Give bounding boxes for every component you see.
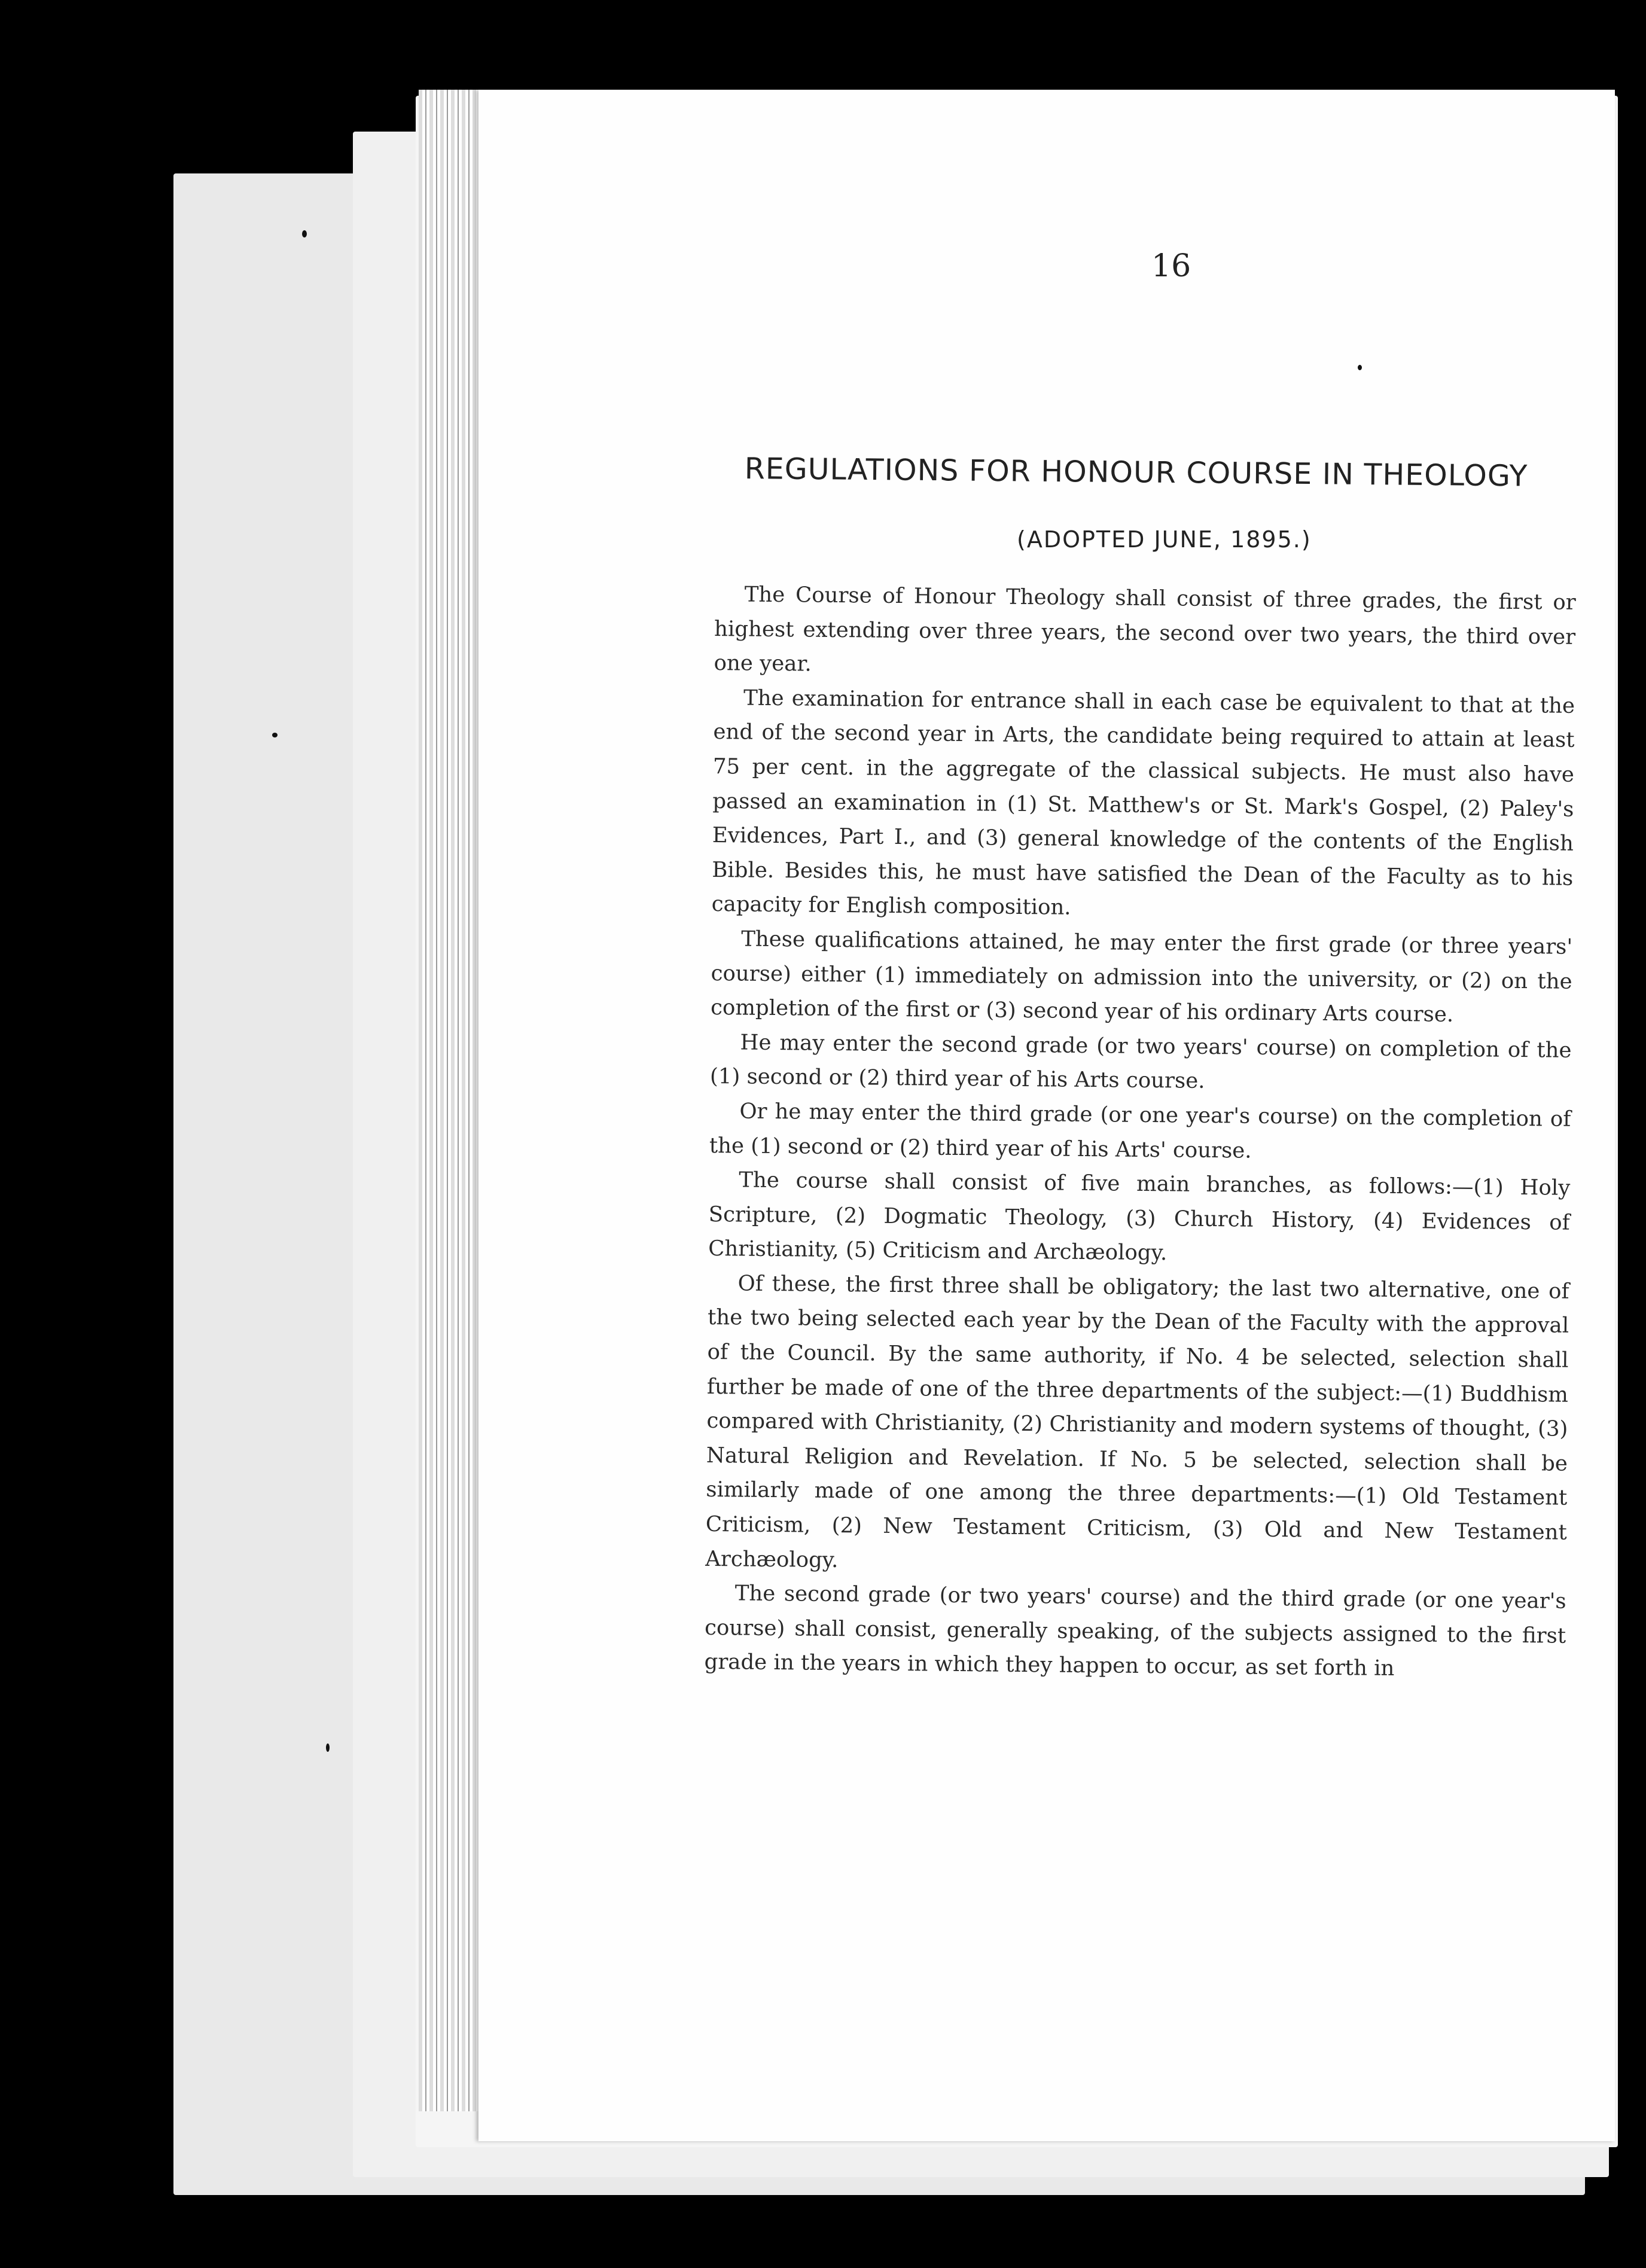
body-text <box>704 577 1576 1688</box>
stacked-page-edges <box>419 90 484 2111</box>
paragraph: These qualifications attained, he may enter the first grade (or three years' course) either (1) immediately on admission into the university, or (2) on the completion of the first or (3) second year of his ordinary Arts course. <box>710 926 1573 1028</box>
adoption-date: (ADOPTED JUNE, 1895.) <box>1017 526 1312 553</box>
page-number: 16 <box>1151 248 1191 284</box>
paragraph: The second grade (or two years' course) and the third grade (or one year's course) shall consist, generally speaking, of the subjects assigned to the first grade in the years in which they happen to occur, as set forth in <box>704 1581 1566 1681</box>
paragraph: The examination for entrance shall in each case be equivalent to that at the end of the second year in Arts, the candidate being required to attain at least 75 per cent. in the aggregate of the classical subjects. He must also have passed an examination in (1) St. Matthew's or St. Mark's Gospel, (2) Paley's Evidences, Part I., and (3) general knowledge of the contents of the English Bible. Besides this, he must have satisfied the Dean of the Faculty as to his capacity for English composition. <box>711 685 1575 920</box>
scan-speck <box>272 733 278 737</box>
scan-speck <box>302 230 307 237</box>
paragraph: The Course of Honour Theology shall consist of three grades, the first or highest extending over three years, the second over two years, the third over one year. <box>714 582 1576 676</box>
paragraph: He may enter the second grade (or two years' course) on completion of the (1) second or (2) third year of his Arts course. <box>709 1030 1572 1094</box>
scan-speck <box>1358 365 1362 370</box>
paragraph: Or he may enter the third grade (or one year's course) on the completion of the (1) second or (2) third year of his Arts' course. <box>709 1099 1571 1163</box>
paragraph: Of these, the first three shall be obligatory; the last two alternative, one of the two being selected each year by the Dean of the Faculty with the approval of the Council. By the same authority, if No. 4 be selected, selection shall further be made of one of the three departments of the subject:—(1) Buddhism compared with Christianity, (2) Christianity and modern systems of thought, (3) Natural Religion and Revelation. If No. 5 be selected, selection shall be similarly made of one among the three departments:—(1) Old Testament Criticism, (2) New Testament Criticism, (3) Old and New Testament Archæology. <box>705 1271 1569 1572</box>
document-title: REGULATIONS FOR HONOUR COURSE IN THEOLOGY <box>744 452 1528 493</box>
paragraph: The course shall consist of five main branches, as follows:—(1) Holy Scripture, (2) Dogmatic Theology, (3) Church History, (4) Evidences of Christianity, (5) Criticism and Archæology. <box>708 1167 1571 1266</box>
scan-speck <box>326 1743 330 1752</box>
